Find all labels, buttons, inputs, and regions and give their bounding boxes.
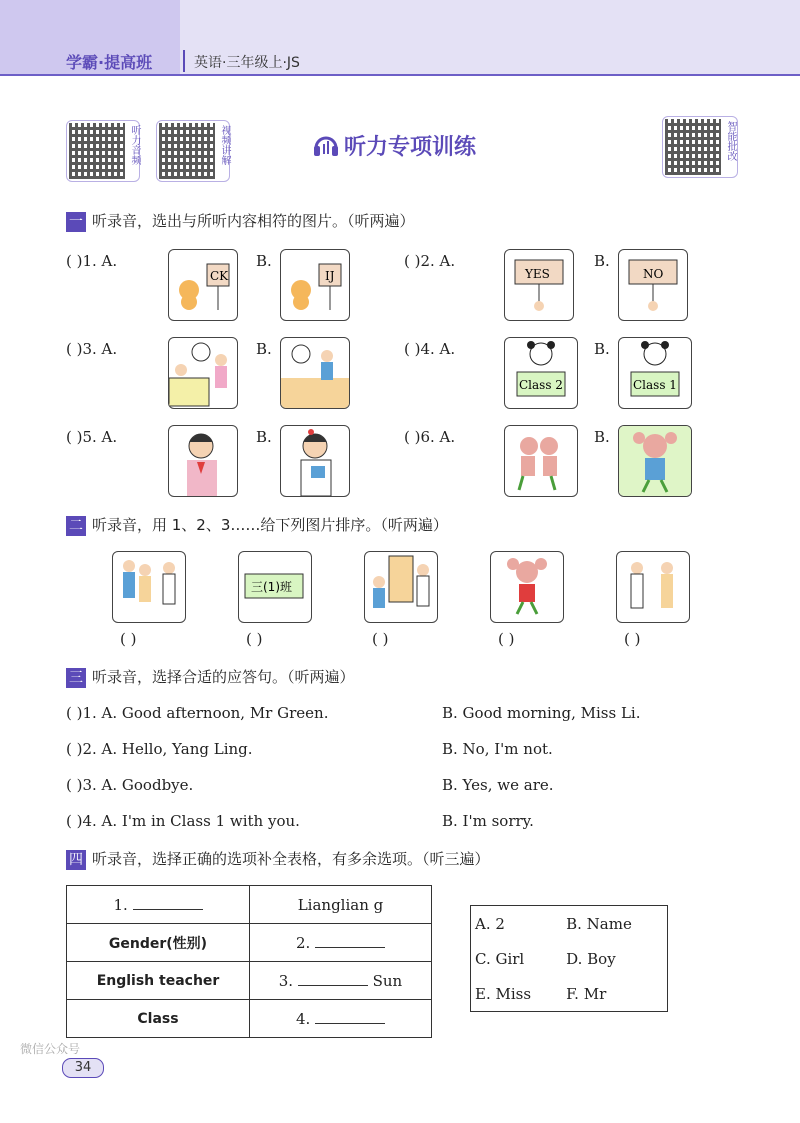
question-1-option-a-image[interactable] [168, 249, 238, 321]
info-table [66, 885, 432, 1038]
class-sign-text: 三(1)班 [251, 580, 292, 594]
options-box [470, 905, 668, 1012]
qr-code-video[interactable] [156, 120, 230, 182]
ordering-blank-4[interactable]: ( ) [498, 630, 515, 648]
table-cell[interactable] [250, 1000, 432, 1038]
question-4-b-label: B. [594, 340, 610, 358]
table-cell[interactable] [67, 886, 250, 924]
ordering-image-4[interactable] [490, 551, 564, 623]
question-3-label: ( )3. A. [66, 340, 118, 358]
subject-label: 英语·三年级上·JS [194, 55, 300, 71]
row-suffix: Sun [372, 971, 403, 990]
options-row [471, 941, 668, 976]
question-6-option-b-image[interactable] [618, 425, 692, 497]
question-2-option-a-image[interactable] [504, 249, 574, 321]
ordering-image-5[interactable] [616, 551, 690, 623]
ordering-blank-1[interactable]: ( ) [120, 630, 137, 648]
section-number: 二 [66, 516, 86, 536]
question-5-option-a-image[interactable] [168, 425, 238, 497]
answer-blank[interactable] [315, 947, 385, 948]
section-4-heading [66, 848, 490, 870]
section-number: 四 [66, 850, 86, 870]
page-title: 听力专项训练 [344, 135, 477, 160]
response-question-2-b: B. No, I'm not. [442, 740, 553, 758]
option-item: A. 2 [475, 914, 505, 933]
option-item: B. Name [566, 914, 632, 933]
question-4-option-b-image[interactable] [618, 337, 692, 409]
response-question-1: ( )1. A. Good afternoon, Mr Green. [66, 704, 329, 722]
row-label: Gender(性别) [108, 935, 208, 952]
option-item: E. Miss [475, 984, 532, 1003]
ordering-image-3[interactable] [364, 551, 438, 623]
question-2-b-label: B. [594, 252, 610, 270]
ordering-blank-3[interactable]: ( ) [372, 630, 389, 648]
sign-text: CK [210, 269, 229, 283]
section-number: 三 [66, 668, 86, 688]
ordering-blank-2[interactable]: ( ) [246, 630, 263, 648]
table-row [67, 886, 432, 924]
answer-blank[interactable] [298, 985, 368, 986]
ordering-image-1[interactable] [112, 551, 186, 623]
row-value: 3. [278, 971, 294, 990]
sign-text: YES [525, 267, 550, 281]
question-1-label: ( )1. A. [66, 252, 118, 270]
question-5-label: ( )5. A. [66, 428, 118, 446]
row-value: Lianglian g [297, 895, 384, 914]
answer-blank[interactable] [315, 1023, 385, 1024]
table-cell [250, 886, 432, 924]
section-number: 一 [66, 212, 86, 232]
response-question-1-b: B. Good morning, Miss Li. [442, 704, 641, 722]
row-label: English teacher [96, 972, 220, 989]
qr-code-grading[interactable] [662, 116, 738, 178]
row-value: 4. [295, 1009, 311, 1028]
row-label: 1. [113, 895, 128, 914]
table-row [67, 1000, 432, 1038]
section-1-heading [66, 210, 415, 232]
question-5-option-b-image[interactable] [280, 425, 350, 497]
option-item: F. Mr [566, 984, 607, 1003]
section-instruction: 听录音，选出与所听内容相符的图片。（听两遍） [92, 212, 415, 230]
section-2-heading [66, 514, 448, 536]
table-row [67, 962, 432, 1000]
headphones-icon [312, 130, 340, 158]
row-label: Class [137, 1010, 179, 1027]
question-2-option-b-image[interactable] [618, 249, 688, 321]
table-cell[interactable] [250, 924, 432, 962]
sign-text: IJ [325, 269, 335, 283]
question-1-option-b-image[interactable] [280, 249, 350, 321]
option-item: D. Boy [566, 949, 616, 968]
table-row [67, 924, 432, 962]
sign-text: NO [643, 267, 664, 281]
section-instruction: 听录音，选择正确的选项补全表格，有多余选项。（听三遍） [92, 850, 490, 868]
table-cell [67, 962, 250, 1000]
section-3-heading [66, 666, 355, 688]
qr-label-video: 视频讲解 [219, 125, 230, 165]
question-5-b-label: B. [256, 428, 272, 446]
question-6-label: ( )6. A. [404, 428, 456, 446]
brand-label: 学霸·提高班 [66, 53, 153, 72]
question-1-b-label: B. [256, 252, 272, 270]
header-divider [183, 50, 185, 72]
response-question-4: ( )4. A. I'm in Class 1 with you. [66, 812, 300, 830]
option-item: C. Girl [475, 949, 525, 968]
question-3-option-a-image[interactable] [168, 337, 238, 409]
qr-label-grading: 智能批改 [725, 121, 736, 161]
sign-text: Class 1 [633, 378, 677, 392]
options-row [471, 906, 668, 942]
table-cell [67, 924, 250, 962]
response-question-4-b: B. I'm sorry. [442, 812, 534, 830]
response-question-3: ( )3. A. Goodbye. [66, 776, 194, 794]
question-6-b-label: B. [594, 428, 610, 446]
page-number-badge [62, 1058, 104, 1078]
table-cell [67, 1000, 250, 1038]
response-question-3-b: B. Yes, we are. [442, 776, 554, 794]
page-number: 34 [74, 1060, 92, 1075]
question-2-label: ( )2. A. [404, 252, 456, 270]
section-instruction: 听录音，选择合适的应答句。（听两遍） [92, 668, 355, 686]
section-instruction: 听录音，用 1、2、3……给下列图片排序。（听两遍） [92, 516, 448, 534]
qr-code-audio[interactable] [66, 120, 140, 182]
question-3-option-b-image[interactable] [280, 337, 350, 409]
options-row [471, 976, 668, 1012]
table-cell[interactable] [250, 962, 432, 1000]
ordering-image-2[interactable] [238, 551, 312, 623]
question-3-b-label: B. [256, 340, 272, 358]
response-question-2: ( )2. A. Hello, Yang Ling. [66, 740, 253, 758]
row-value: 2. [295, 933, 311, 952]
qr-label-audio: 听力音频 [129, 125, 140, 165]
question-6-option-a-image[interactable] [504, 425, 578, 497]
question-4-label: ( )4. A. [404, 340, 456, 358]
ordering-blank-5[interactable]: ( ) [624, 630, 641, 648]
watermark-text: 微信公众号 [20, 1042, 81, 1056]
question-4-option-a-image[interactable] [504, 337, 578, 409]
answer-blank[interactable] [133, 909, 203, 910]
header-rule [0, 74, 800, 76]
sign-text: Class 2 [519, 378, 563, 392]
